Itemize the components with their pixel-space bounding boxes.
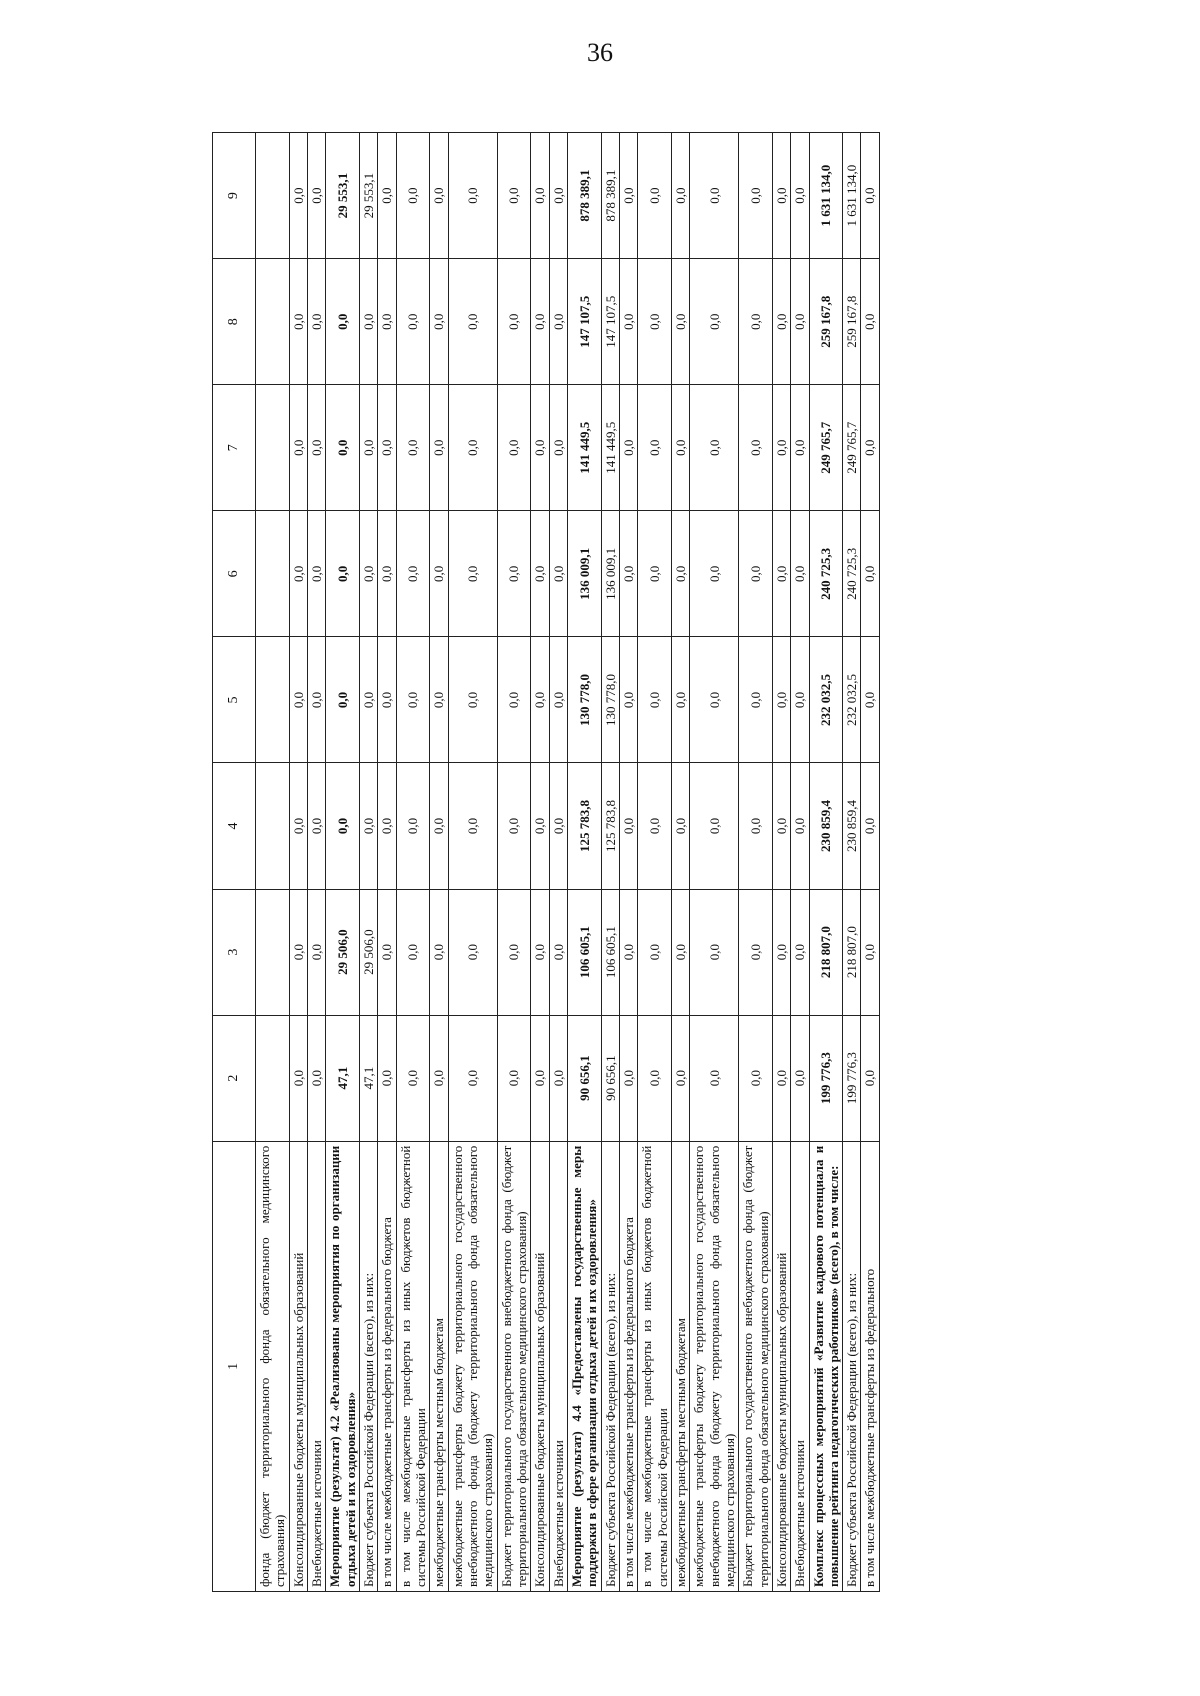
table-cell: 0,0 [531, 889, 549, 1015]
page-number: 36 [587, 38, 613, 67]
table-cell: 0,0 [430, 511, 448, 637]
table-cell: 0,0 [497, 889, 531, 1015]
table-cell: 0,0 [307, 511, 325, 637]
table-row [256, 133, 290, 1592]
table-cell: 0,0 [531, 385, 549, 511]
table-cell: 0,0 [289, 133, 307, 259]
table-cell: 0,0 [549, 637, 567, 763]
table-cell: 0,0 [739, 133, 773, 259]
row-label: в том числе межбюджетные трансферты из федерального бюджета [619, 1141, 637, 1591]
column-header: 3 [213, 889, 256, 1015]
table-cell: 199 776,3 [809, 1015, 843, 1141]
table-cell: 0,0 [549, 763, 567, 889]
table-cell: 0,0 [289, 637, 307, 763]
table-row [739, 133, 773, 1592]
table-cell: 0,0 [378, 637, 396, 763]
row-label: Бюджет территориального государственного внебюджетного фонда (бюджет территориального фонда обязательного медицинского страхования) [739, 1141, 773, 1591]
table-cell [256, 889, 290, 1015]
row-label: Внебюджетные источники [791, 1141, 809, 1591]
table-row [326, 133, 360, 1592]
table-cell: 0,0 [307, 259, 325, 385]
table-cell: 0,0 [396, 889, 430, 1015]
table-cell: 147 107,5 [567, 259, 601, 385]
table-cell: 0,0 [396, 133, 430, 259]
table-row [638, 133, 672, 1592]
row-label: Бюджет территориального государственного внебюджетного фонда (бюджет территориального фонда обязательного медицинского страхования) [497, 1141, 531, 1591]
table-cell: 0,0 [671, 889, 689, 1015]
table-cell: 0,0 [619, 889, 637, 1015]
table-body [256, 133, 880, 1592]
table-cell: 240 725,3 [809, 511, 843, 637]
table-cell: 0,0 [549, 385, 567, 511]
table-cell: 136 009,1 [567, 511, 601, 637]
table-cell: 0,0 [690, 511, 739, 637]
table-cell: 0,0 [690, 763, 739, 889]
table-cell: 0,0 [289, 1015, 307, 1141]
table-cell: 0,0 [307, 889, 325, 1015]
column-header: 5 [213, 637, 256, 763]
row-label: Комплекс процессных мероприятий «Развитие кадрового потенциала и повышение рейтинга педагогических работников» (всего), в том числе: [809, 1141, 843, 1591]
table-cell: 0,0 [690, 889, 739, 1015]
table-cell: 0,0 [772, 637, 790, 763]
table-cell: 125 783,8 [601, 763, 619, 889]
table-cell: 0,0 [772, 385, 790, 511]
table-cell: 0,0 [861, 511, 879, 637]
column-header: 4 [213, 763, 256, 889]
table-cell: 0,0 [497, 259, 531, 385]
table-cell: 0,0 [739, 385, 773, 511]
table-cell: 0,0 [378, 511, 396, 637]
table-cell: 0,0 [638, 763, 672, 889]
column-header: 6 [213, 511, 256, 637]
table-cell: 0,0 [531, 1015, 549, 1141]
table-cell: 0,0 [772, 511, 790, 637]
table-cell: 0,0 [549, 511, 567, 637]
table-cell: 0,0 [690, 637, 739, 763]
table-cell: 0,0 [396, 1015, 430, 1141]
table-cell: 0,0 [289, 259, 307, 385]
table-row [843, 133, 861, 1592]
table-cell: 0,0 [791, 511, 809, 637]
table-cell: 0,0 [861, 259, 879, 385]
table-cell: 0,0 [671, 763, 689, 889]
table-cell: 0,0 [497, 511, 531, 637]
column-header: 7 [213, 385, 256, 511]
row-label: Консолидированные бюджеты муниципальных образований [289, 1141, 307, 1591]
table-cell: 0,0 [430, 259, 448, 385]
table-cell: 0,0 [861, 385, 879, 511]
table-cell: 0,0 [531, 133, 549, 259]
table-cell: 0,0 [690, 385, 739, 511]
table-cell: 0,0 [638, 511, 672, 637]
table-cell: 0,0 [619, 385, 637, 511]
table-cell: 0,0 [289, 763, 307, 889]
table-row [671, 133, 689, 1592]
table-cell: 230 859,4 [843, 763, 861, 889]
table-cell: 47,1 [326, 1015, 360, 1141]
table-cell: 0,0 [378, 763, 396, 889]
table-cell: 0,0 [430, 1015, 448, 1141]
row-label: Бюджет субъекта Российской Федерации (всего), из них: [359, 1141, 377, 1591]
table-cell: 878 389,1 [601, 133, 619, 259]
table-row [549, 133, 567, 1592]
table-cell: 0,0 [549, 1015, 567, 1141]
table-cell: 0,0 [619, 259, 637, 385]
table-cell [256, 133, 290, 259]
table-cell [256, 1015, 290, 1141]
table-cell: 0,0 [619, 1015, 637, 1141]
table-cell: 0,0 [289, 511, 307, 637]
table-cell: 141 449,5 [567, 385, 601, 511]
column-header: 8 [213, 259, 256, 385]
table-cell: 0,0 [690, 1015, 739, 1141]
table-cell: 0,0 [359, 763, 377, 889]
table-cell: 0,0 [671, 511, 689, 637]
table-cell: 0,0 [307, 1015, 325, 1141]
table-cell: 0,0 [430, 637, 448, 763]
table-cell: 0,0 [671, 133, 689, 259]
table-cell [256, 763, 290, 889]
table-cell: 0,0 [307, 133, 325, 259]
table-row [531, 133, 549, 1592]
table-cell: 0,0 [448, 1015, 497, 1141]
table-cell: 0,0 [448, 259, 497, 385]
row-label: фонда (бюджет территориального фонда обязательного медицинского страхования) [256, 1141, 290, 1591]
table-cell: 0,0 [638, 133, 672, 259]
table-cell: 0,0 [791, 1015, 809, 1141]
table-cell: 130 778,0 [567, 637, 601, 763]
table-row [567, 133, 601, 1592]
table-cell: 29 553,1 [359, 133, 377, 259]
table-cell: 232 032,5 [843, 637, 861, 763]
table-cell: 0,0 [619, 511, 637, 637]
table-cell: 0,0 [326, 763, 360, 889]
table-cell: 0,0 [396, 763, 430, 889]
table-cell: 0,0 [638, 259, 672, 385]
table-cell: 0,0 [289, 385, 307, 511]
table-cell: 878 389,1 [567, 133, 601, 259]
table-cell: 0,0 [289, 889, 307, 1015]
table-cell: 230 859,4 [809, 763, 843, 889]
budget-table [212, 132, 880, 1592]
table-cell: 0,0 [307, 385, 325, 511]
table-cell: 147 107,5 [601, 259, 619, 385]
table-cell: 0,0 [307, 763, 325, 889]
row-label: Консолидированные бюджеты муниципальных образований [531, 1141, 549, 1591]
table-cell [256, 637, 290, 763]
table-row [430, 133, 448, 1592]
table-cell: 0,0 [638, 889, 672, 1015]
table-row [448, 133, 497, 1592]
table-cell: 0,0 [448, 763, 497, 889]
table-cell: 0,0 [671, 385, 689, 511]
table-cell: 0,0 [396, 511, 430, 637]
table-cell [256, 511, 290, 637]
table-cell: 0,0 [497, 1015, 531, 1141]
table-cell: 0,0 [430, 763, 448, 889]
table-cell: 0,0 [861, 889, 879, 1015]
table-cell: 0,0 [619, 763, 637, 889]
row-label: в том числе межбюджетные трансферты из иных бюджетов бюджетной системы Российской Федерации [638, 1141, 672, 1591]
table-cell: 0,0 [497, 133, 531, 259]
table-cell: 0,0 [326, 511, 360, 637]
table-cell: 0,0 [638, 637, 672, 763]
table-cell: 0,0 [772, 1015, 790, 1141]
table-cell: 0,0 [359, 637, 377, 763]
table-row [619, 133, 637, 1592]
table-cell: 0,0 [531, 511, 549, 637]
table-row [791, 133, 809, 1592]
table-cell: 0,0 [359, 511, 377, 637]
table-cell: 0,0 [619, 637, 637, 763]
row-label: Бюджет субъекта Российской Федерации (всего), из них: [843, 1141, 861, 1591]
row-label: Мероприятие (результат) 4.2 «Реализованы мероприятия по организации отдыха детей и их оздоровления» [326, 1141, 360, 1591]
table-cell: 0,0 [671, 259, 689, 385]
budget-table-rotated [212, 132, 1072, 1592]
table-cell: 0,0 [307, 637, 325, 763]
table-row [359, 133, 377, 1592]
table-cell: 0,0 [861, 133, 879, 259]
table-row [772, 133, 790, 1592]
table-row [378, 133, 396, 1592]
table-cell: 0,0 [396, 259, 430, 385]
table-cell: 0,0 [671, 637, 689, 763]
table-cell [256, 259, 290, 385]
row-label: Бюджет субъекта Российской Федерации (всего), из них: [601, 1141, 619, 1591]
table-cell: 0,0 [861, 637, 879, 763]
table-cell: 0,0 [739, 763, 773, 889]
table-cell: 29 506,0 [326, 889, 360, 1015]
table-cell: 0,0 [497, 763, 531, 889]
table-cell: 0,0 [791, 763, 809, 889]
table-cell: 0,0 [448, 385, 497, 511]
table-cell: 106 605,1 [567, 889, 601, 1015]
table-cell: 0,0 [690, 259, 739, 385]
table-cell: 0,0 [671, 1015, 689, 1141]
table-cell: 0,0 [378, 385, 396, 511]
table-cell: 29 506,0 [359, 889, 377, 1015]
table-cell: 0,0 [359, 259, 377, 385]
table-cell: 29 553,1 [326, 133, 360, 259]
row-label: Внебюджетные источники [549, 1141, 567, 1591]
table-cell: 0,0 [690, 133, 739, 259]
row-label: межбюджетные трансферты местным бюджетам [430, 1141, 448, 1591]
table-header-row [213, 133, 256, 1592]
table-cell: 0,0 [430, 133, 448, 259]
table-cell: 0,0 [772, 133, 790, 259]
row-label: межбюджетные трансферты бюджету территориального государственного внебюджетного фонда (бюджету территориального фонда обязательного медицинского страхования) [448, 1141, 497, 1591]
table-cell: 90 656,1 [601, 1015, 619, 1141]
table-cell: 0,0 [772, 259, 790, 385]
table-cell: 130 778,0 [601, 637, 619, 763]
table-cell: 0,0 [791, 385, 809, 511]
table-cell: 0,0 [448, 133, 497, 259]
table-cell: 0,0 [791, 637, 809, 763]
table-row [690, 133, 739, 1592]
table-row [497, 133, 531, 1592]
table-cell: 0,0 [549, 259, 567, 385]
table-cell: 90 656,1 [567, 1015, 601, 1141]
table-cell: 0,0 [531, 763, 549, 889]
row-label: Консолидированные бюджеты муниципальных образований [772, 1141, 790, 1591]
table-cell: 0,0 [326, 385, 360, 511]
table-cell [256, 385, 290, 511]
table-cell: 0,0 [531, 637, 549, 763]
column-header: 1 [213, 1141, 256, 1591]
table-cell: 0,0 [430, 889, 448, 1015]
row-label: межбюджетные трансферты местным бюджетам [671, 1141, 689, 1591]
table-cell: 0,0 [739, 511, 773, 637]
table-cell: 0,0 [861, 763, 879, 889]
row-label: межбюджетные трансферты бюджету территориального государственного внебюджетного фонда (бюджету территориального фонда обязательного медицинского страхования) [690, 1141, 739, 1591]
table-row [289, 133, 307, 1592]
table-cell: 218 807,0 [843, 889, 861, 1015]
table-cell: 0,0 [326, 259, 360, 385]
row-label: в том числе межбюджетные трансферты из федерального бюджета [378, 1141, 396, 1591]
table-cell: 259 167,8 [843, 259, 861, 385]
table-cell: 0,0 [791, 259, 809, 385]
table-cell: 0,0 [739, 637, 773, 763]
table-cell: 0,0 [378, 133, 396, 259]
table-row [307, 133, 325, 1592]
table-cell: 249 765,7 [809, 385, 843, 511]
table-cell: 240 725,3 [843, 511, 861, 637]
table-cell: 0,0 [772, 889, 790, 1015]
table-cell: 232 032,5 [809, 637, 843, 763]
table-cell: 0,0 [549, 133, 567, 259]
table-cell: 0,0 [448, 889, 497, 1015]
table-row [809, 133, 843, 1592]
table-cell: 0,0 [531, 259, 549, 385]
table-cell: 0,0 [739, 259, 773, 385]
row-label: Внебюджетные источники [307, 1141, 325, 1591]
table-cell: 0,0 [378, 889, 396, 1015]
table-cell: 47,1 [359, 1015, 377, 1141]
table-cell: 1 631 134,0 [809, 133, 843, 259]
table-cell: 0,0 [497, 637, 531, 763]
row-label: Мероприятие (результат) 4.4 «Предоставлены государственные меры поддержки в сфере организации отдыха детей и их оздоровления» [567, 1141, 601, 1591]
table-cell: 0,0 [791, 133, 809, 259]
table-cell: 249 765,7 [843, 385, 861, 511]
table-cell: 0,0 [619, 133, 637, 259]
table-cell: 0,0 [396, 385, 430, 511]
row-label: в том числе межбюджетные трансферты из федерального [861, 1141, 879, 1591]
table-row [861, 133, 879, 1592]
table-cell: 141 449,5 [601, 385, 619, 511]
column-header: 2 [213, 1015, 256, 1141]
table-cell: 0,0 [430, 385, 448, 511]
table-cell: 0,0 [448, 511, 497, 637]
table-cell: 0,0 [791, 889, 809, 1015]
table-cell: 259 167,8 [809, 259, 843, 385]
table-cell: 218 807,0 [809, 889, 843, 1015]
row-label: в том числе межбюджетные трансферты из иных бюджетов бюджетной системы Российской Федерации [396, 1141, 430, 1591]
table-cell: 0,0 [638, 1015, 672, 1141]
table-row [601, 133, 619, 1592]
table-cell: 125 783,8 [567, 763, 601, 889]
table-cell: 106 605,1 [601, 889, 619, 1015]
table-row [396, 133, 430, 1592]
table-cell: 0,0 [359, 385, 377, 511]
table-cell: 0,0 [861, 1015, 879, 1141]
table-cell: 0,0 [638, 385, 672, 511]
table-cell: 0,0 [378, 259, 396, 385]
table-cell: 0,0 [396, 637, 430, 763]
table-cell: 1 631 134,0 [843, 133, 861, 259]
table-cell: 0,0 [497, 385, 531, 511]
table-cell: 0,0 [549, 889, 567, 1015]
table-cell: 199 776,3 [843, 1015, 861, 1141]
table-cell: 136 009,1 [601, 511, 619, 637]
table-cell: 0,0 [772, 763, 790, 889]
table-cell: 0,0 [739, 889, 773, 1015]
table-cell: 0,0 [739, 1015, 773, 1141]
table-cell: 0,0 [326, 637, 360, 763]
table-cell: 0,0 [378, 1015, 396, 1141]
column-header: 9 [213, 133, 256, 259]
table-cell: 0,0 [448, 637, 497, 763]
